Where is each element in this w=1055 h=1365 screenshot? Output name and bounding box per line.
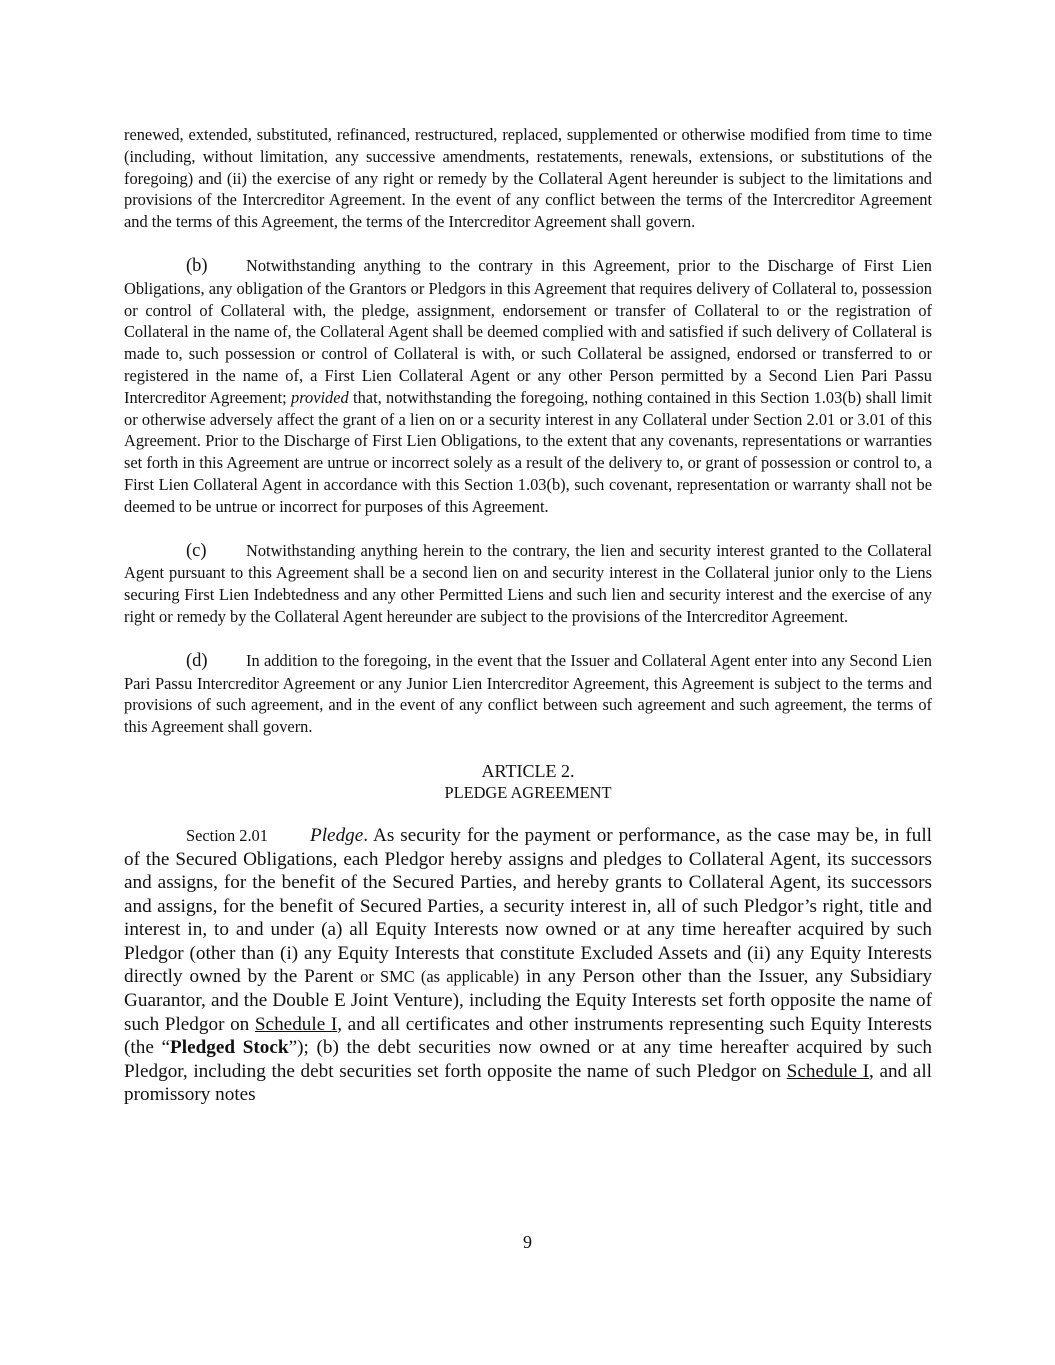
- paragraph-c-marker: (c): [186, 540, 207, 561]
- paragraph-b: [124, 255, 932, 518]
- section-text-4: ”); (b) the debt securities now owned or at any time hereafter acquired by such Pledgor, including the debt securities set forth opposite the name of such Pledgor on: [124, 1037, 932, 1082]
- page-number: 9: [523, 1232, 532, 1252]
- section-2-01: [124, 824, 932, 1107]
- schedule-i-link-2: Schedule I: [786, 1060, 870, 1082]
- section-text-3: , and all certificates and other instruments representing such Equity Interests (the “: [124, 1013, 932, 1059]
- schedule-i-link-1: Schedule I: [254, 1013, 338, 1035]
- section-text-2: in any Person other than the Issuer, any Subsidiary Guarantor, and the Double E Joint Venture), including the Equity Interests set forth opposite the name of such Pledgor on: [124, 966, 932, 1035]
- article-title: ARTICLE 2.: [481, 760, 575, 781]
- paragraph-c-text: Notwithstanding anything herein to the contrary, the lien and security interest granted to the Collateral Agent pursuant to this Agreement shall be a second lien on and security interest in the Collateral junior only to the Liens securing First Lien Indebtedness and any other Permitted Liens and such lien and security interest and the exercise of any right or remedy by the Collateral Agent hereunder are subject to the provisions of the Intercreditor Agreement.: [124, 540, 932, 626]
- section-small-text: or SMC (as applicable): [360, 967, 520, 987]
- paragraph-b-provided: provided: [291, 387, 349, 407]
- paragraph-d-text: In addition to the foregoing, in the event that the Issuer and Collateral Agent enter into any Second Lien Pari Passu Intercreditor Agreement or any Junior Lien Intercreditor Agreement, this Agreement is subject to the terms and provisions of such agreement, and in the event of any conflict between such agreement and such agreement, the terms of this Agreement shall govern.: [124, 650, 932, 737]
- section-title-period: .: [363, 824, 369, 846]
- paragraph-d-marker: (d): [186, 650, 208, 671]
- paragraph-b-text-after: that, notwithstanding the foregoing, nothing contained in this Section 1.03(b) shall limit or otherwise adversely affect the grant of a lien on or a security interest in any Collateral under Section 2.01 or 3.01 of this Agreement. Prior to the Discharge of First Lien Obligations, to the extent that any covenants, representations or warranties set forth in this Agreement are untrue or incorrect solely as a result of the delivery to, or grant of possession or control to, a First Lien Collateral Agent in accordance with this Section 1.03(b), such covenant, representation or warranty shall not be deemed to be untrue or incorrect for purposes of this Agreement.: [124, 387, 932, 516]
- document-page: [124, 124, 932, 1107]
- section-text-1: As security for the payment or performance, as the case may be, in full of the Secured Obligations, each Pledgor hereby assigns and pledges to Collateral Agent, its successors and assigns, for the benefit of the Secured Parties, and hereby grants to Collateral Agent, its successors and assigns, for the benefit of Secured Parties, a security interest in, all of such Pledgor’s right, title and interest in, to and under (a) all Equity Interests now owned or at any time hereafter acquired by such Pledgor (other than (i) any Equity Interests that constitute Excluded Assets and (ii) any Equity Interests directly owned by the Parent: [124, 824, 932, 988]
- paragraph-b-marker: (b): [186, 255, 208, 276]
- section-title: Pledge: [310, 824, 364, 846]
- paragraph-c: [124, 540, 932, 628]
- article-heading: [124, 760, 932, 804]
- paragraph-b-text-before: Notwithstanding anything to the contrary in this Agreement, prior to the Discharge of First Lien Obligations, any obligation of the Grantors or Pledgors in this Agreement that requires delivery of Collateral to, possession or control of Collateral with, the pledge, assignment, endorsement or transfer of Collateral to or the registration of Collateral in the name of, the Collateral Agent shall be deemed complied with and satisfied if such delivery of Collateral is made to, such possession or control of Collateral is with, or such Collateral be assigned, endorsed or transferred to or registered in the name of, a First Lien Collateral Agent or any other Person permitted by a Second Lien Pari Passu Intercreditor Agreement;: [124, 255, 932, 407]
- section-label: Section 2.01: [186, 825, 268, 845]
- article-subtitle: PLEDGE AGREEMENT: [444, 782, 612, 802]
- section-text-5: , and all promissory notes: [124, 1060, 932, 1106]
- paragraph-continued: renewed, extended, substituted, refinanced, restructured, replaced, supplemented or otherwise modified from time to time (including, without limitation, any successive amendments, restatements, renewals, extensions, or substitutions of the foregoing) and (ii) the exercise of any right or remedy by the Collateral Agent hereunder is subject to the limitations and provisions of the Intercreditor Agreement. In the event of any conflict between the terms of the Intercreditor Agreement and the terms of this Agreement, the terms of the Intercreditor Agreement shall govern.: [124, 125, 932, 232]
- pledged-stock-term: Pledged Stock: [170, 1037, 289, 1059]
- paragraph-d: [124, 650, 932, 738]
